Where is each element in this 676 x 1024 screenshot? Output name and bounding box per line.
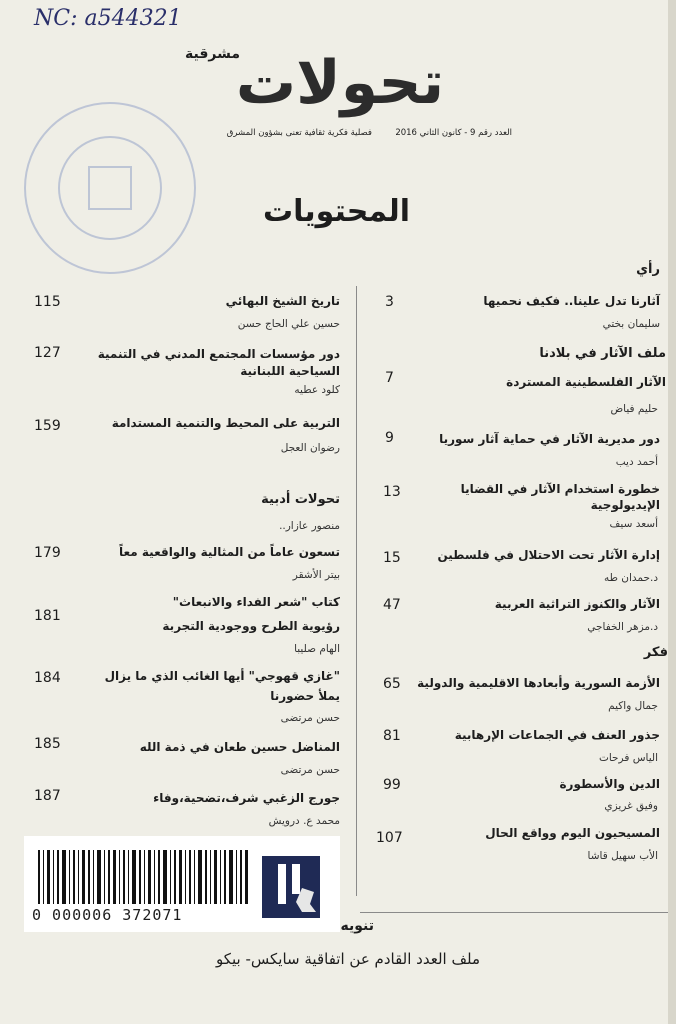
toc-entry-title[interactable]: آثارنا تدل علينا.. فكيف نحميها [483,294,660,308]
page-title: المحتويات [262,194,410,229]
issue-info: العدد رقم 9 - كانون الثاني 2016 [395,128,512,138]
toc-entry-author: د.حمدان طه [603,572,658,584]
toc-entry-title-continued: الإيديولوجية [590,498,660,512]
toc-entry-title[interactable]: إدارة الآثار تحت الاحتلال في فلسطين [437,548,660,562]
toc-entry-title-continued: يملأ حضورنا [270,689,340,703]
toc-entry-title[interactable]: "غازي قهوجي" أيها الغائب الذي ما يزال [104,669,340,683]
bottom-rule [360,912,670,913]
toc-entry-page: 99 [383,777,401,793]
toc-entry-title[interactable]: الآثار الفلسطينية المستردة [506,375,666,389]
toc-entry-title[interactable]: دور مديرية الآثار في حماية آثار سوريا [439,432,660,446]
section-heading-opinion: رأي [636,262,660,277]
toc-entry-page: 7 [385,370,394,386]
toc-entry-page: 181 [34,608,61,624]
toc-entry-title[interactable]: المناضل حسين طعان في ذمة الله [139,740,340,754]
logo-small-word: مشرقية [185,46,240,62]
toc-entry-page: 81 [383,728,401,744]
magazine-logo: تحولات [235,48,445,118]
library-logo-icon [262,856,320,918]
toc-entry-author: سليمان بختي [602,318,660,330]
toc-entry-page: 127 [34,345,61,361]
toc-entry-page: 187 [34,788,61,804]
toc-entry-author: أسعد سيف [609,518,658,530]
toc-entry-title[interactable]: تسعون عاماً من المثالية والواقعية معاً [119,545,340,559]
toc-entry-title[interactable]: كتاب "شعر الفداء والانبعاث" [172,595,340,609]
toc-entry-author: أحمد ديب [615,456,658,468]
note-text: ملف العدد القادم عن اتفاقية سايكس- بيكو [215,950,480,968]
section-heading-literary: تحولات أدبية [261,492,340,507]
page-edge [668,0,676,1024]
toc-entry-title[interactable]: التربية على المحيط والتنمية المستدامة [111,416,340,430]
toc-entry-title[interactable]: الدين والأسطورة [559,777,660,791]
toc-entry-author: الهام صليبا [294,643,340,655]
toc-entry-title-continued: السياحية اللبنانية [240,364,340,378]
toc-entry-author: حسن مرتضى [280,764,340,776]
handwritten-id: NC: a544321 [34,6,182,31]
toc-intro-author: منصور عازار.. [279,520,340,532]
toc-entry-page: 9 [385,430,394,446]
toc-entry-page: 185 [34,736,61,752]
toc-entry-page: 179 [34,545,61,561]
toc-entry-page: 15 [383,550,401,566]
toc-entry-author: جمال واكيم [608,700,658,712]
toc-entry-page: 159 [34,418,61,434]
toc-entry-title[interactable]: جورج الزغبي شرف،تضحية،وفاء [153,791,340,805]
toc-entry-author: الياس فرحات [598,752,658,764]
toc-entry-author: حسن مرتضى [280,712,340,724]
toc-entry-page: 184 [34,670,61,686]
toc-entry-page: 65 [383,676,401,692]
section-heading-thought: فكر [643,645,668,660]
column-divider [356,286,357,896]
barcode-bars [38,850,248,904]
note-heading: تنويه [340,918,374,934]
toc-entry-title[interactable]: المسيحيون اليوم وواقع الحال [485,826,660,840]
toc-entry-title[interactable]: خطورة استخدام الآثار في القضايا [460,482,660,496]
toc-entry-author: وفيق غريزي [604,800,658,812]
toc-entry-author: د.مزهر الخفاجي [587,621,658,633]
toc-entry-author: رضوان العجل [280,442,340,454]
toc-entry-title[interactable]: الأزمة السورية وأبعادها الاقليمية والدولية [417,676,660,690]
toc-entry-author: بيتر الأشقر [292,569,340,581]
toc-entry-page: 47 [383,597,401,613]
toc-entry-author: كلود عطيه [294,384,340,396]
toc-entry-title[interactable]: تاريخ الشيخ البهائي [225,294,340,308]
toc-entry-page: 13 [383,484,401,500]
toc-entry-title[interactable]: دور مؤسسات المجتمع المدني في التنمية [97,347,340,361]
toc-entry-title[interactable]: جذور العنف في الجماعات الإرهابية [454,728,660,742]
section-heading-antiquities: ملف الآثار في بلادنا [539,346,666,361]
toc-entry-author: حسين علي الحاج حسن [237,318,340,330]
toc-entry-author: الأب سهيل قاشا [587,850,658,862]
barcode-sticker [24,836,340,932]
barcode-number: 0 000006 372071 [32,906,183,924]
tagline: فصلية فكرية ثقافية تعنى بشؤون المشرق [226,128,372,138]
toc-entry-page: 3 [385,294,394,310]
toc-entry-author: حليم فياض [610,403,658,415]
toc-entry-title-continued: رؤيوية الطرح ووجودية التجربة [162,619,340,633]
toc-entry-page: 115 [34,294,61,310]
toc-entry-page: 107 [376,830,403,846]
toc-entry-author: محمد ع. درويش [268,815,340,827]
toc-entry-title[interactable]: الآثار والكنوز التراثية العربية [494,597,660,611]
